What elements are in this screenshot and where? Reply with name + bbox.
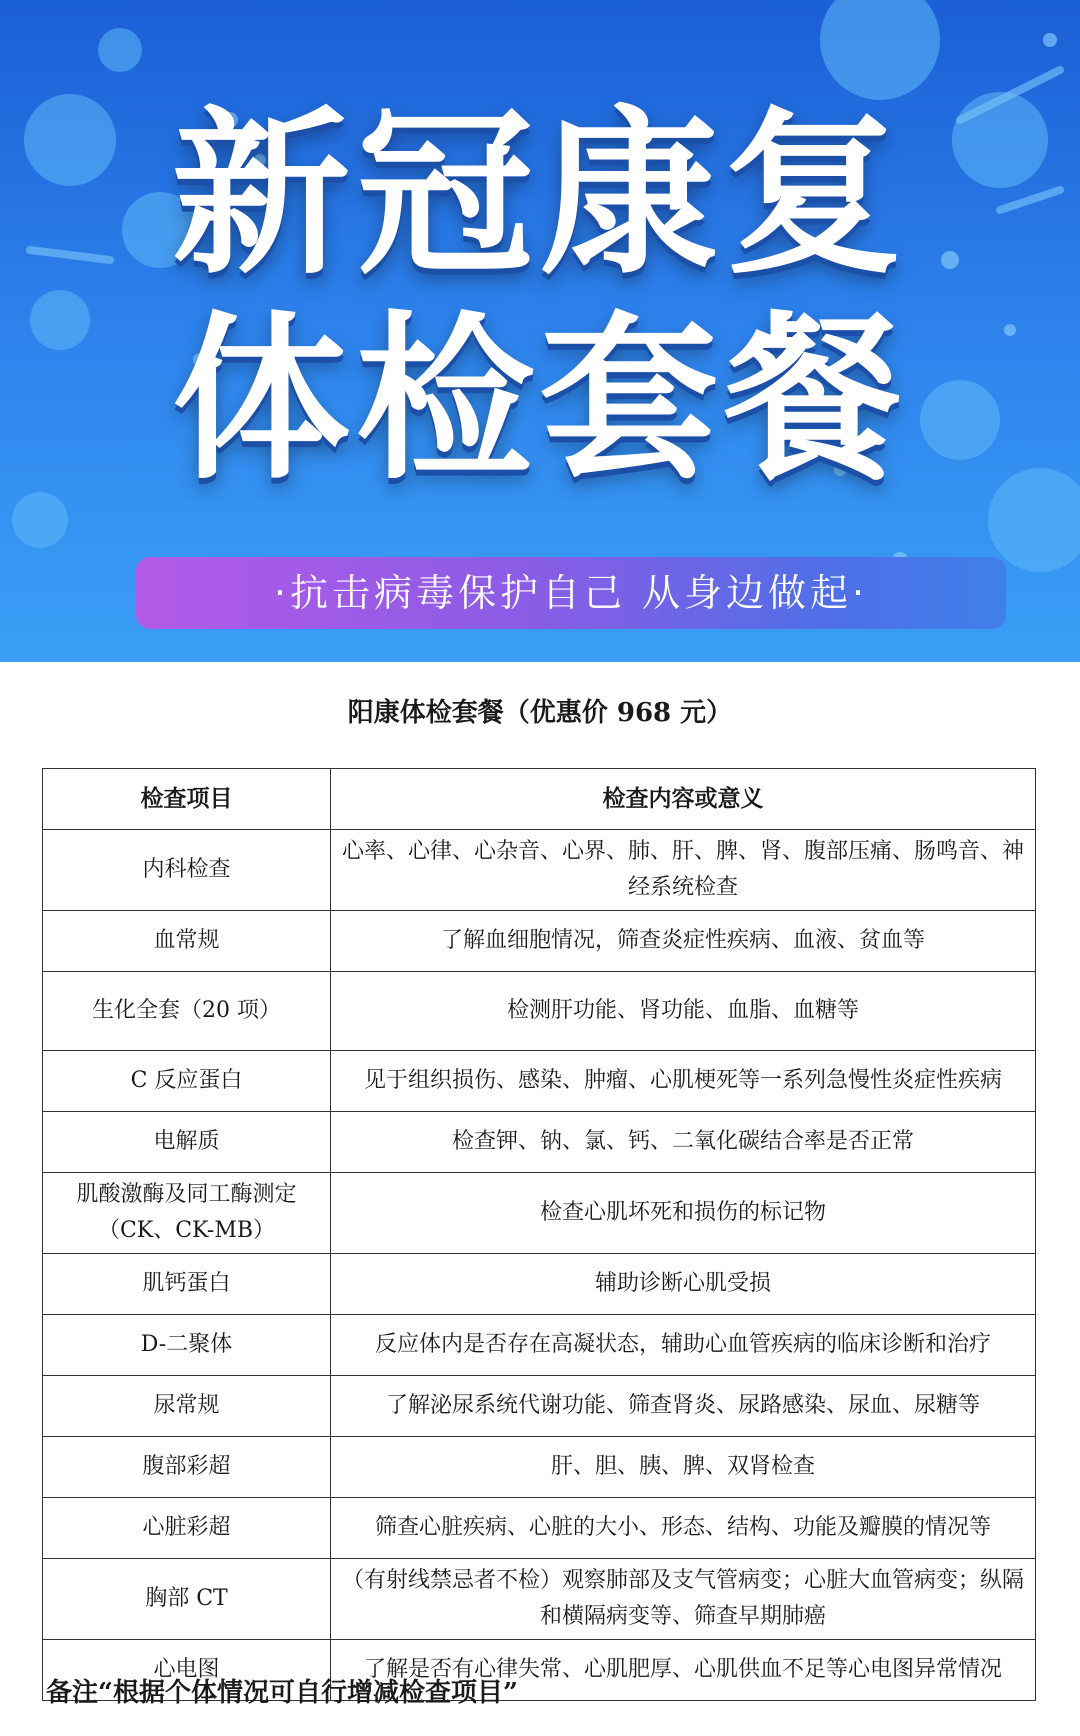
banner-title-line1: 新冠康复	[172, 91, 908, 298]
table-row	[43, 1315, 1036, 1376]
item-cell: 心脏彩超	[43, 1498, 331, 1559]
item-cell: 腹部彩超	[43, 1437, 331, 1498]
content-cell: 了解是否有心律失常、心肌肥厚、心肌供血不足等心电图异常情况	[331, 1640, 1036, 1701]
package-table	[42, 768, 1036, 1701]
table-row	[43, 1437, 1036, 1498]
table-row	[43, 1498, 1036, 1559]
table-row	[43, 1173, 1036, 1254]
content-cell: 检测肝功能、肾功能、血脂、血糖等	[331, 972, 1036, 1051]
table-row	[43, 1051, 1036, 1112]
content-cell: 辅助诊断心肌受损	[331, 1254, 1036, 1315]
table-row	[43, 830, 1036, 911]
item-cell: 血常规	[43, 911, 331, 972]
content-cell: 检查钾、钠、氯、钙、二氧化碳结合率是否正常	[331, 1112, 1036, 1173]
content-cell: 了解泌尿系统代谢功能、筛查肾炎、尿路感染、尿血、尿糖等	[331, 1376, 1036, 1437]
item-cell: 肌钙蛋白	[43, 1254, 331, 1315]
banner-title-line2: 体检套餐	[172, 296, 908, 503]
content-cell: （有射线禁忌者不检）观察肺部及支气管病变；心脏大血管病变；纵隔和横隔病变等、筛查早期肺癌	[331, 1559, 1036, 1640]
content-cell: 心率、心律、心杂音、心界、肺、肝、脾、肾、腹部压痛、肠鸣音、神经系统检查	[331, 830, 1036, 911]
table-header-row	[43, 769, 1036, 830]
content-cell: 了解血细胞情况，筛查炎症性疾病、血液、贫血等	[331, 911, 1036, 972]
header-content: 检查内容或意义	[331, 769, 1036, 830]
content-cell: 筛查心脏疾病、心脏的大小、形态、结构、功能及瓣膜的情况等	[331, 1498, 1036, 1559]
item-cell: 肌酸激酶及同工酶测定（CK、CK-MB）	[43, 1173, 331, 1254]
item-cell: C 反应蛋白	[43, 1051, 331, 1112]
table-row	[43, 1112, 1036, 1173]
slogan-badge: ·抗击病毒保护自己 从身边做起·	[136, 557, 1006, 629]
item-cell: D-二聚体	[43, 1315, 331, 1376]
table-row	[43, 1376, 1036, 1437]
content-cell: 肝、胆、胰、脾、双肾检查	[331, 1437, 1036, 1498]
item-cell: 内科检查	[43, 830, 331, 911]
footnote: 备注“根据个体情况可自行增减检查项目”	[46, 1678, 518, 1708]
item-cell: 胸部 CT	[43, 1559, 331, 1640]
item-cell: 电解质	[43, 1112, 331, 1173]
content-cell: 见于组织损伤、感染、肿瘤、心肌梗死等一系列急慢性炎症性疾病	[331, 1051, 1036, 1112]
table-row	[43, 1254, 1036, 1315]
package-title: 阳康体检套餐（优惠价 968 元）	[347, 698, 733, 728]
item-cell: 生化全套（20 项）	[43, 972, 331, 1051]
banner	[0, 0, 1080, 662]
content-cell: 反应体内是否存在高凝状态，辅助心血管疾病的临床诊断和治疗	[331, 1315, 1036, 1376]
header-item: 检查项目	[43, 769, 331, 830]
table-row	[43, 1559, 1036, 1640]
item-cell: 心电图	[43, 1640, 331, 1701]
table-row	[43, 911, 1036, 972]
content-cell: 检查心肌坏死和损伤的标记物	[331, 1173, 1036, 1254]
item-cell: 尿常规	[43, 1376, 331, 1437]
table-row	[43, 972, 1036, 1051]
